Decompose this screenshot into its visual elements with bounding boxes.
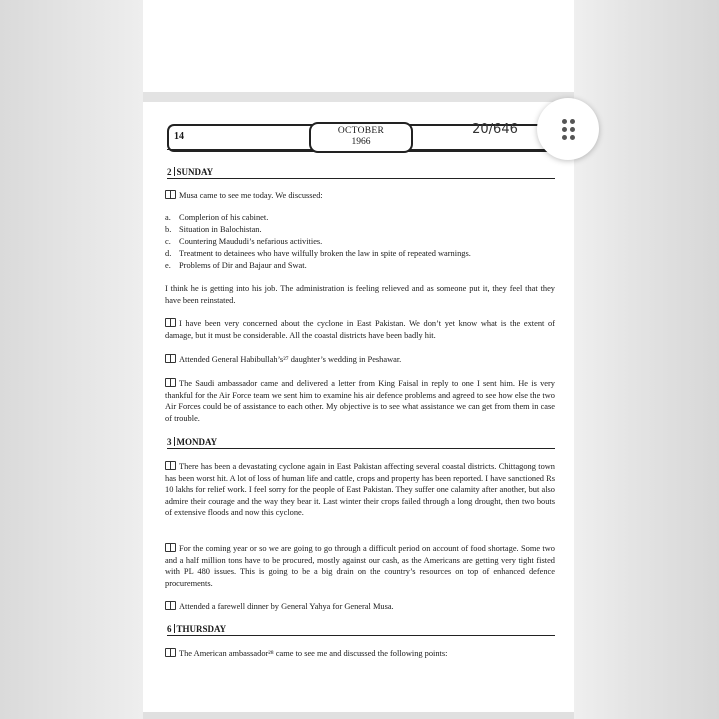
- entry-paragraph: [165, 648, 555, 660]
- entry-paragraph: [165, 461, 555, 519]
- entry-paragraph: I think he is getting into his job. The administration is feeling relieved and as someone put it, they feel that they have been reinstated.: [165, 284, 555, 305]
- list-item: [165, 224, 555, 236]
- entry-paragraph: [165, 543, 555, 589]
- day-heading-thursday: [167, 624, 555, 636]
- entry-text: The Saudi ambassador came and delivered a letter from King Faisal in reply to one I sent him. He is very thankful for the Air Force team we sent him to examine his air defence problems and agreed to see how else the two Air Forces could be of assistance to each other. My objective is to see what assistance we can get from them in case of trouble.: [165, 379, 555, 423]
- list-item: [165, 248, 555, 260]
- list-text: Complerion of his cabinet.: [179, 213, 269, 222]
- entry-paragraph: [165, 378, 555, 424]
- day-number: 3: [167, 437, 172, 447]
- list-letter: a.: [165, 213, 171, 222]
- day-number: 6: [167, 624, 172, 634]
- page-number: 14: [174, 131, 184, 142]
- page-bottom-edge: [143, 712, 574, 719]
- day-name: SUNDAY: [176, 167, 214, 177]
- book-icon: [165, 461, 176, 470]
- blurred-background-left: [0, 0, 143, 719]
- entry-text: There has been a devastating cyclone again in East Pakistan affecting several coastal districts. Chittagong town has been worst hit. A lot of loss of human life and cattle, crops and property has been reported. I have sanctioned Rs 10 lakhs for relief work. I feel sorry for the people of East Pakistan. They suffer one calamity after another, but also admire their courage and the way they bear it. Last winter their crops failed through a long drought, then two bouts of extensive floods and now this cyclone.: [165, 462, 555, 518]
- year-label: 1966: [351, 137, 371, 147]
- entry-paragraph: [165, 354, 555, 366]
- month-label: OCTOBER: [337, 126, 385, 136]
- list-text: Situation in Balochistan.: [179, 225, 262, 234]
- list-text: Treatment to detainees who have wilfully broken the law in spite of repeated warnings.: [179, 249, 471, 258]
- entry-text: Attended a farewell dinner by General Yahya for General Musa.: [179, 602, 394, 611]
- book-icon: [165, 354, 176, 363]
- day-name: THURSDAY: [176, 624, 227, 634]
- list-item: [165, 260, 555, 272]
- list-text: Countering Maududi’s nefarious activities.: [179, 237, 323, 246]
- entry-text: For the coming year or so we are going to go through a difficult period on account of food shortage. Some two and a half million tons have to be procured, mostly against our cash, as the Americans are getting very tight fisted with PL 480 issues. This is going to be a big drain on the country’s resources on top of enhanced defence procurements.: [165, 544, 555, 588]
- list-letter: b.: [165, 225, 172, 234]
- book-icon: [165, 378, 176, 387]
- list-text: Problems of Dir and Bajaur and Swat.: [179, 261, 307, 270]
- book-icon: [165, 648, 176, 657]
- entry-text: The American ambassador²⁸ came to see me and discussed the following points:: [179, 649, 448, 658]
- book-icon: [165, 190, 176, 199]
- day-heading-monday: [167, 437, 555, 449]
- drag-dots-icon[interactable]: [537, 98, 599, 160]
- day-number: 2: [167, 167, 172, 177]
- entry-paragraph: [165, 190, 555, 202]
- entry-paragraph: [165, 318, 555, 341]
- document-page: [143, 102, 574, 714]
- list-item: [165, 236, 555, 248]
- entry-text: I have been very concerned about the cyclone in East Pakistan. We don’t yet know what is the extent of damage, but it must be considerable. All the coastal districts have been badly hit.: [165, 319, 555, 340]
- entry-paragraph: [165, 601, 555, 613]
- discussion-list: [165, 212, 555, 272]
- entry-text: Musa came to see me today. We discussed:: [179, 191, 323, 200]
- list-item: [165, 212, 555, 224]
- entry-text: Attended General Habibullah’s²⁷ daughter’s wedding in Peshawar.: [179, 355, 402, 364]
- list-letter: e.: [165, 261, 171, 270]
- page-gap: [143, 92, 574, 102]
- book-icon: [165, 543, 176, 552]
- page-counter: 20/646: [472, 122, 518, 137]
- day-name: MONDAY: [176, 437, 218, 447]
- book-icon: [165, 318, 176, 327]
- list-letter: c.: [165, 237, 171, 246]
- month-header: [309, 122, 413, 153]
- book-icon: [165, 601, 176, 610]
- previous-page: [143, 0, 574, 92]
- blurred-background-right: [574, 0, 719, 719]
- day-heading-sunday: [167, 167, 555, 179]
- list-letter: d.: [165, 249, 172, 258]
